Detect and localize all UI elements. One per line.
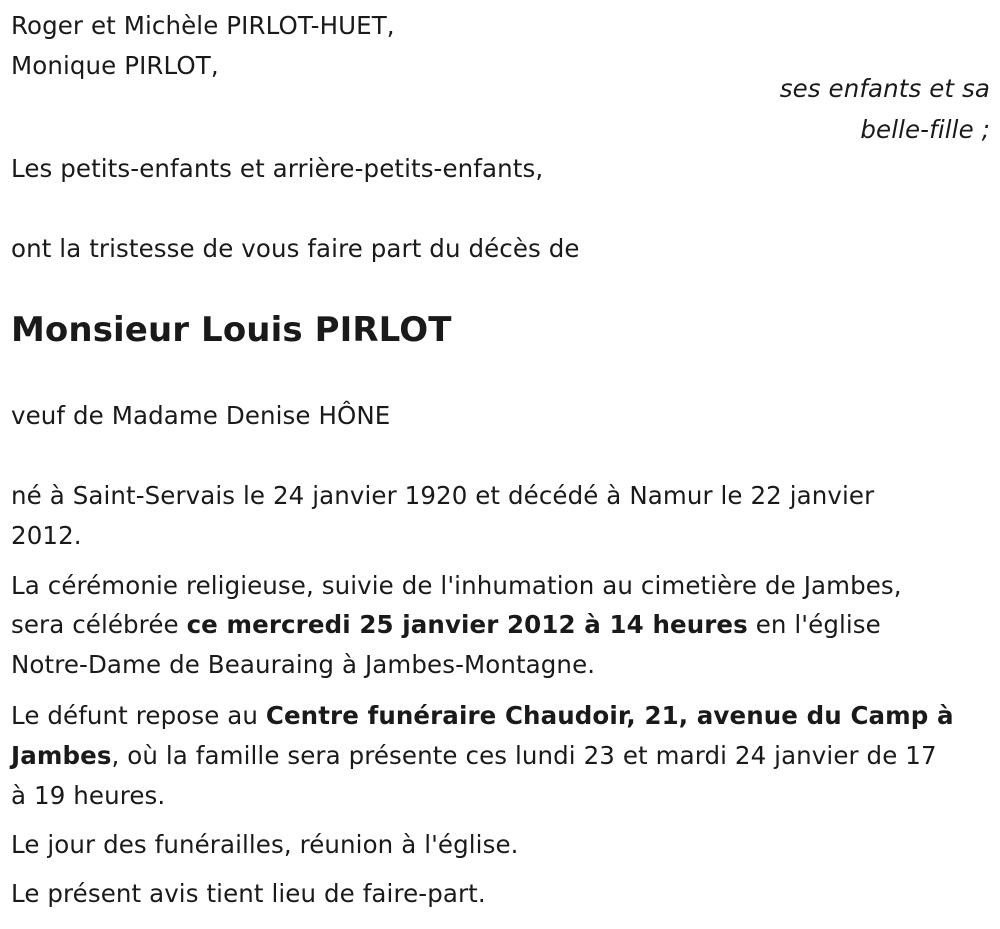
ceremony-line-2-suffix: en l'église [747, 610, 881, 639]
repose-line-2 [11, 736, 937, 776]
repose-line-1-prefix: Le défunt repose au [11, 701, 266, 730]
family-role-line-2: belle-fille ; [860, 115, 990, 144]
ceremony-line-2-prefix: sera célébrée [11, 610, 187, 639]
repose-location: Centre funéraire Chaudoir, 21, avenue du Camp à [265, 701, 954, 730]
ceremony-line-2 [11, 605, 881, 645]
family-line-1: Roger et Michèle PIRLOT-HUET, [11, 11, 395, 40]
announcement-line: ont la tristesse de vous faire part du décès de [11, 234, 580, 263]
funeral-day-line: Le jour des funérailles, réunion à l'église. [11, 830, 519, 859]
repose-location-city: Jambes [11, 741, 112, 770]
repose-line-3: à 19 heures. [11, 781, 166, 810]
ceremony-datetime: ce mercredi 25 janvier 2012 à 14 heures [186, 610, 748, 639]
repose-line-2-suffix: , où la famille sera présente ces lundi 23 et mardi 24 janvier de 17 [111, 741, 937, 770]
notice-line: Le présent avis tient lieu de faire-part. [11, 879, 486, 908]
grandchildren-line: Les petits-enfants et arrière-petits-enfants, [11, 154, 544, 183]
ceremony-line-3: Notre-Dame de Beauraing à Jambes-Montagne. [11, 650, 596, 679]
widower-line: veuf de Madame Denise HÔNE [11, 401, 391, 430]
birth-death-line-1: né à Saint-Servais le 24 janvier 1920 et décédé à Namur le 22 janvier [11, 481, 875, 510]
deceased-name: Monsieur Louis PIRLOT [11, 310, 452, 350]
birth-death-line-2: 2012. [11, 521, 82, 550]
family-line-2: Monique PIRLOT, [11, 51, 219, 80]
ceremony-line-1: La cérémonie religieuse, suivie de l'inhumation au cimetière de Jambes, [11, 571, 902, 600]
family-role-line-1: ses enfants et sa [779, 74, 990, 103]
repose-line-1 [11, 696, 954, 736]
